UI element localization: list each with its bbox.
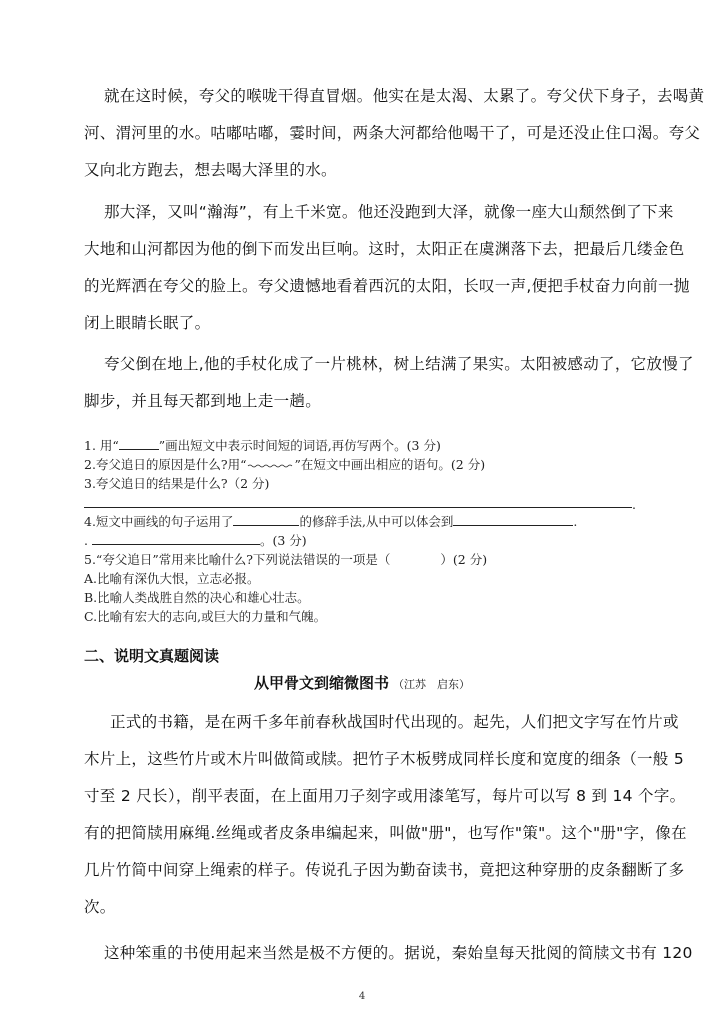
question-1-prefix: 1. 用“ — [84, 438, 119, 453]
text-line: 又向北方跑去，想去喝大泽里的水。 — [84, 161, 337, 179]
text-line: 脚步，并且每天都到地上走一趟。 — [84, 392, 322, 410]
text-line: 木片上，这些竹片或木片叫做简或牍。把竹子木板劈成同样长度和宽度的细条（一般 5 — [84, 750, 684, 768]
text-line: 那大泽，又叫“瀚海”，有上千米宽。他还没跑到大泽，就像一座大山颓然倒了下来 — [104, 203, 674, 221]
text-line: 正式的书籍，是在两千多年前春秋战国时代出现的。起先，人们把文字写在竹片或 — [110, 713, 679, 731]
option-c: C.比喻有宏大的志向,或巨大的力量和气魄。 — [84, 609, 327, 624]
question-4-prefix: 4.短文中画线的句子运用了 — [84, 514, 234, 529]
question-2-prefix: 2.夸父追日的原因是什么?用“ — [84, 457, 247, 472]
page-number: 4 — [358, 991, 366, 1002]
question-1-text: ”画出短文中表示时间短的词语,再仿写两个。(3 分) — [158, 438, 441, 453]
question-5 — [84, 550, 487, 568]
wavy-underline-icon — [247, 459, 295, 469]
answer-blank[interactable] — [233, 513, 299, 526]
text-line: 次。 — [84, 898, 116, 916]
question-4-leading-dot: . — [84, 533, 88, 548]
article-source: （江苏 启东） — [393, 678, 470, 691]
answer-blank[interactable] — [453, 513, 573, 526]
article-title — [0, 672, 724, 693]
question-3-text: 3.夸父追日的结果是什么?（2 分) — [84, 476, 270, 491]
text-line: 大地和山河都因为他的倒下而发出巨响。这时，太阳正在虞渊落下去，把最后几缕金色 — [84, 240, 685, 258]
text-line: 就在这时候，夸父的喉咙干得直冒烟。他实在是太渴、太累了。夸父伏下身子，去喝黄 — [104, 87, 705, 105]
option-a: A.比喻有深仇大恨，立志必报。 — [84, 571, 260, 586]
text-line: 寸至 2 尺长），削平表面，在上面用刀子刻字或用漆笔写，每片可以写 8 到 14 个字。 — [84, 787, 686, 805]
question-4 — [84, 512, 577, 530]
question-4-continued — [84, 531, 307, 549]
question-1 — [84, 436, 441, 454]
option-b: B.比喻人类战胜自然的决心和雄心壮志。 — [84, 590, 310, 605]
question-3-end: . — [632, 497, 636, 512]
text-line: 几片竹简中间穿上绳索的样子。传说孔子因为勤奋读书，竟把这种穿册的皮条翻断了多 — [84, 861, 685, 879]
question-2-text: ”在短文中画出相应的语句。(2 分) — [294, 457, 486, 472]
article-title-text: 从甲骨文到缩微图书 — [253, 674, 389, 692]
question-2 — [84, 455, 485, 473]
text-line: 夸父倒在地上,他的手杖化成了一片桃林，树上结满了果实。太阳被感动了，它放慢了 — [104, 355, 694, 373]
text-line: 有的把简牍用麻绳.丝绳或者皮条串编起来，叫做"册"，也写作"策"。这个"册"字，像在 — [84, 824, 687, 842]
text-line: 这种笨重的书使用起来当然是极不方便的。据说，秦始皇每天批阅的简牍文书有 120 — [104, 944, 693, 962]
question-4-score: 。(3 分) — [259, 533, 307, 548]
answer-line[interactable] — [84, 507, 632, 508]
question-3 — [84, 474, 269, 492]
text-line: 的光辉洒在夸父的脸上。夸父遗憾地看着西沉的太阳，长叹一声,便把手杖奋力向前一抛 — [84, 277, 690, 295]
text-line: 闭上眼睛长眠了。 — [84, 314, 211, 332]
text-line: 河、渭河里的水。咕嘟咕嘟，霎时间，两条大河都给他喝干了，可是还没止住口渴。夸父 — [84, 124, 701, 142]
answer-blank[interactable] — [92, 532, 260, 545]
question-4-middle: 的修辞手法,从中可以体会到 — [299, 514, 454, 529]
question-4-dot: . — [573, 514, 578, 529]
section-heading: 二、说明文真题阅读 — [84, 647, 220, 665]
question-5-text: 5.“夸父追日”常用来比喻什么?下列说法错误的一项是（ ）(2 分) — [84, 552, 488, 567]
answer-blank[interactable] — [119, 437, 159, 450]
